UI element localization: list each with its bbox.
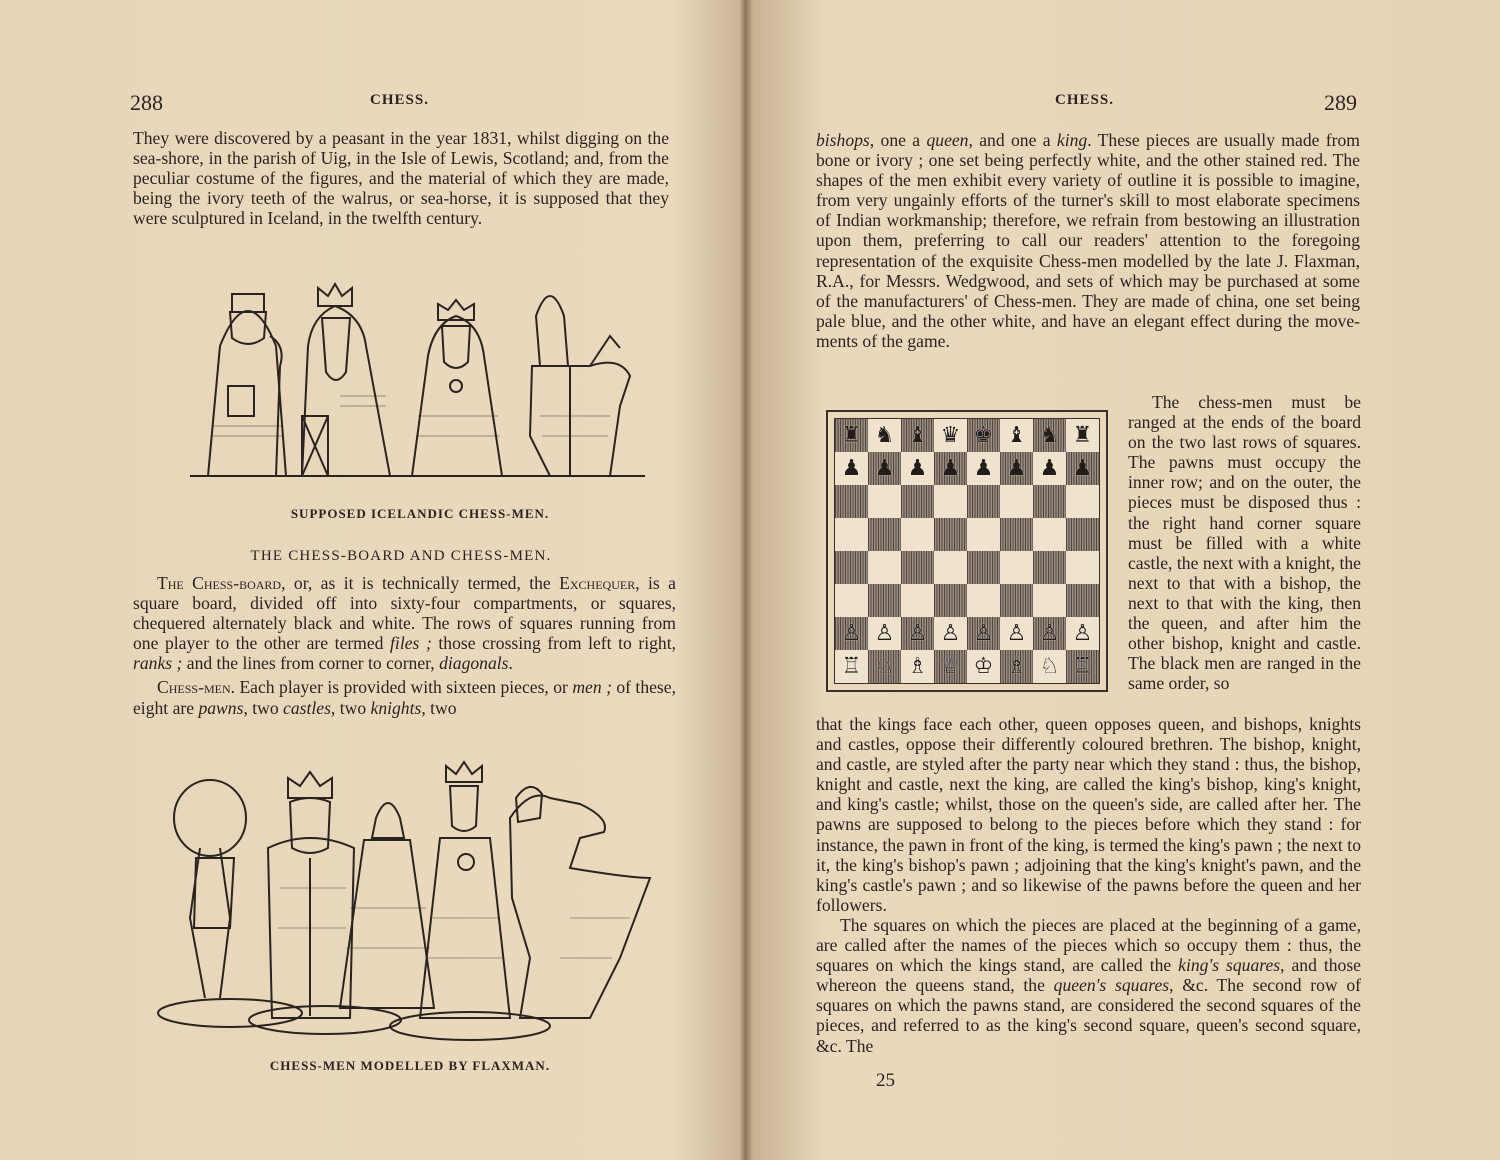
para1-text-1: , one a	[869, 130, 927, 150]
chessmen-text-2: of these, eight are	[133, 677, 676, 718]
chessboard-text-2: , is a square board, divided off into sixty-four compartments, or squares, chequered alternately black and white. The rows of squares running from one player to the other are termed	[133, 573, 676, 654]
queens-squares-term: queen's squares	[1053, 975, 1170, 996]
right-paragraph-1-text	[816, 130, 1360, 351]
exchequer-term: Exchequer	[559, 573, 636, 593]
chessboard-diagram	[826, 410, 1108, 692]
board-square	[868, 452, 901, 485]
board-square	[835, 551, 868, 584]
board-square	[934, 452, 967, 485]
chess-piece-icon: ♔	[973, 653, 994, 679]
board-square	[1033, 584, 1066, 617]
board-square	[1066, 551, 1099, 584]
men-term: men ;	[572, 677, 612, 698]
chess-piece-icon: ♙	[1039, 620, 1060, 646]
king-term: king	[1056, 130, 1088, 150]
chess-piece-icon: ♖	[841, 653, 862, 679]
knights-term: knights	[370, 697, 422, 718]
chessmen-text-1: Each player is provided with sixteen pieces, or	[235, 677, 573, 698]
right-paragraph-2-side	[1128, 392, 1361, 693]
para1-text-3: . These pieces are usually made from bone or ivory ; one set being perfectly white, and the other stained red. The shapes of the men exhibit every variety of outline it is possible to imagine, from very ungainly efforts of the turner's skill to most elaborate specimens of Indian workmanship; therefore, we refrain from bestowing an illustration upon them, preferring to call our readers' attention to the foregoing representation of the exquisite Chess-men modelled by the late J. Flaxman, R.A., for Messrs. Wedgwood, and sets of which may be purchased at some of the manufacturers' of Chess-men. They are made of china, one set being pale blue, and the other white, and have an elegant effect during the movements of the game.	[816, 130, 1360, 351]
chess-piece-icon: ♟	[1039, 455, 1060, 481]
board-square	[1066, 485, 1099, 518]
board-square	[967, 617, 1000, 650]
board-square	[967, 518, 1000, 551]
chess-piece-icon: ♞	[874, 422, 895, 448]
board-square	[868, 518, 901, 551]
board-square	[1066, 518, 1099, 551]
left-paragraph-1-text: They were discovered by a peasant in the year 1831, whilst digging on the sea-shore, in the parish of Uig, in the Isle of Lewis, Scotland; and, from the peculiar costume of the figures, and the material of which they are made, being the ivory teeth of the walrus, or sea-horse, it is supposed that they were sculptured in Iceland, in the twelfth century.	[133, 128, 669, 229]
board-square	[1000, 551, 1033, 584]
board-square	[1066, 584, 1099, 617]
board-square	[967, 485, 1000, 518]
board-square	[967, 650, 1000, 683]
chess-piece-icon: ♞	[1039, 422, 1060, 448]
chessmen-lead: Chess-men.	[157, 677, 236, 698]
chess-piece-icon: ♟	[940, 455, 961, 481]
board-square	[967, 584, 1000, 617]
kings-squares-term: king's squares	[1178, 955, 1281, 976]
chess-piece-icon: ♚	[973, 422, 994, 448]
chessboard-text-4: and the lines from corner to corner,	[182, 653, 440, 674]
board-square	[901, 650, 934, 683]
board-square	[1033, 650, 1066, 683]
chess-piece-icon: ♘	[1039, 653, 1060, 679]
chess-piece-icon: ♗	[907, 653, 928, 679]
board-square	[901, 518, 934, 551]
chessmen-text-5: , two	[421, 697, 457, 718]
running-head-right: CHESS.	[1055, 92, 1114, 108]
board-square	[835, 485, 868, 518]
board-square	[934, 518, 967, 551]
board-square	[1033, 452, 1066, 485]
board-square	[1000, 485, 1033, 518]
ranks-term: ranks ;	[133, 653, 183, 674]
figure-2-caption: CHESS-MEN MODELLED BY FLAXMAN.	[269, 1058, 551, 1073]
chess-piece-icon: ♝	[907, 422, 928, 448]
chess-piece-icon: ♖	[1072, 653, 1093, 679]
para3-text-3: , &c. The second row of squares on which the pawns stand, are considered the second squares of the pieces, and referred to as the king's second square, queen's second square, &c. The	[816, 975, 1361, 1056]
board-square	[901, 551, 934, 584]
chess-piece-icon: ♙	[973, 620, 994, 646]
chess-piece-icon: ♙	[841, 620, 862, 646]
para1-text-2: , and one a	[968, 130, 1057, 150]
board-square	[835, 518, 868, 551]
board-square	[868, 485, 901, 518]
chessboard-text-5: .	[508, 653, 513, 674]
chess-piece-icon: ♜	[841, 422, 862, 448]
icelandic-chessmen-engraving	[190, 276, 650, 496]
chess-piece-icon: ♟	[907, 455, 928, 481]
files-term: files ;	[390, 633, 432, 654]
board-square	[835, 584, 868, 617]
board-square	[1033, 518, 1066, 551]
page-number-right: 289	[1324, 90, 1357, 115]
chessboard-lead: The Chess-board	[157, 573, 282, 593]
board-square	[1000, 518, 1033, 551]
board-square	[1033, 419, 1066, 452]
chess-piece-icon: ♟	[841, 455, 862, 481]
board-square	[901, 452, 934, 485]
board-square	[868, 551, 901, 584]
chessboard-text-1: , or, as it is technically termed, the	[281, 573, 560, 593]
chessmen-text-3: , two	[243, 697, 284, 718]
board-square	[967, 452, 1000, 485]
flaxman-chessmen-engraving	[150, 758, 670, 1048]
chess-piece-icon: ♙	[874, 620, 895, 646]
board-square	[1033, 551, 1066, 584]
chess-piece-icon: ♟	[874, 455, 895, 481]
figure-1-caption: SUPPOSED ICELANDIC CHESS-MEN.	[290, 506, 550, 521]
board-square	[835, 617, 868, 650]
queen-term: queen	[926, 130, 969, 150]
right-paragraph-2-cont-text: that the kings face each other, queen opposes queen, and bishops, knights and castles, oppose their differently coloured brethren. The bishop, knight, and castle, are styled after the party near which they stand : thus, the bishop, knight and castle, next the king, are called the king's bishop, king's knight, and king's castle; whilst, those on the queen's side, are called after her. The pawns are supposed to belong to the pieces before which they stand : for instance, the pawn in front of the king, is termed the king's pawn ; the next to it, the king's bishop's pawn ; adjoining that the king's knight's pawn, and the king's castle's pawn ; and so likewise of the pawns before the queen and her followers.	[816, 714, 1361, 915]
board-square	[1066, 617, 1099, 650]
castles-term: castles	[283, 697, 331, 718]
board-square	[868, 650, 901, 683]
board-square	[901, 617, 934, 650]
para3-text-1: The squares on which the pieces are placed at the beginning of a game, are called after the names of the pieces which so occupy them : thus, the squares on which the kings stand, are called the	[816, 914, 1361, 976]
chess-piece-icon: ♛	[940, 422, 961, 448]
board-square	[1033, 617, 1066, 650]
board-square	[901, 419, 934, 452]
board-square	[934, 617, 967, 650]
section-heading: THE CHESS-BOARD AND CHESS-MEN.	[250, 548, 552, 564]
right-paragraph-2-continued	[816, 714, 1361, 1056]
chess-piece-icon: ♙	[940, 620, 961, 646]
bishops-term: bishops	[816, 130, 870, 150]
board-square	[934, 650, 967, 683]
figure-icelandic-chessmen	[190, 276, 650, 496]
chess-piece-icon: ♘	[874, 653, 895, 679]
chess-piece-icon: ♕	[940, 653, 961, 679]
board-square	[835, 650, 868, 683]
chessboard-text-3: those crossing from left to right,	[431, 633, 677, 654]
board-square	[934, 584, 967, 617]
chess-piece-icon: ♝	[1006, 422, 1027, 448]
right-page	[750, 0, 1500, 1160]
running-head-left: CHESS.	[370, 92, 429, 108]
board-square	[1033, 485, 1066, 518]
left-page	[0, 0, 745, 1160]
board-square	[835, 419, 868, 452]
chess-piece-icon: ♟	[1006, 455, 1027, 481]
board-square	[1000, 650, 1033, 683]
left-paragraph-chessboard	[133, 573, 676, 718]
page-number-left: 288	[130, 90, 163, 115]
chess-piece-icon: ♙	[1072, 620, 1093, 646]
board-square	[967, 551, 1000, 584]
diagonals-term: diagonals	[439, 653, 509, 674]
chessmen-paragraph	[133, 677, 676, 717]
board-square	[1066, 452, 1099, 485]
chess-piece-icon: ♗	[1006, 653, 1027, 679]
board-square	[901, 584, 934, 617]
board-square	[835, 452, 868, 485]
left-paragraph-1	[133, 128, 669, 228]
chessboard-paragraph	[133, 573, 676, 673]
chess-piece-icon: ♜	[1072, 422, 1093, 448]
board-square	[934, 485, 967, 518]
para3-text-2: , and those whereon the queens stand, the	[816, 955, 1361, 996]
chess-piece-icon: ♙	[907, 620, 928, 646]
right-paragraph-2-side-text: The chess-men must be ranged at the ends of the board on the two last rows of squares. The pawns must occupy the inner row; and on the outer, the pieces must be disposed thus : the right hand corner square must be filled with a white castle, the next with a knight, the next to that with a bishop, the next to that with the king, then the queen, and after him the other bishop, knight and castle. The black men are ranged in the same order, so	[1128, 392, 1361, 694]
chess-piece-icon: ♙	[1006, 620, 1027, 646]
right-paragraph-3	[816, 915, 1361, 1056]
figure-flaxman-chessmen	[150, 758, 670, 1048]
board-square	[1000, 617, 1033, 650]
pawns-term: pawns	[198, 697, 244, 718]
board-square	[1000, 419, 1033, 452]
board-square	[1000, 452, 1033, 485]
board-square	[868, 584, 901, 617]
chess-piece-icon: ♟	[973, 455, 994, 481]
chess-piece-icon: ♟	[1072, 455, 1093, 481]
board-square	[868, 419, 901, 452]
board-square	[934, 551, 967, 584]
board-square	[1066, 419, 1099, 452]
board-square	[1000, 584, 1033, 617]
board-square	[934, 419, 967, 452]
board-square	[1066, 650, 1099, 683]
board-square	[967, 419, 1000, 452]
chessboard-grid	[834, 418, 1100, 684]
board-square	[868, 617, 901, 650]
board-square	[901, 485, 934, 518]
right-paragraph-1	[816, 130, 1360, 351]
chessmen-text-4: , two	[330, 697, 371, 718]
signature-mark: 25	[876, 1070, 895, 1091]
